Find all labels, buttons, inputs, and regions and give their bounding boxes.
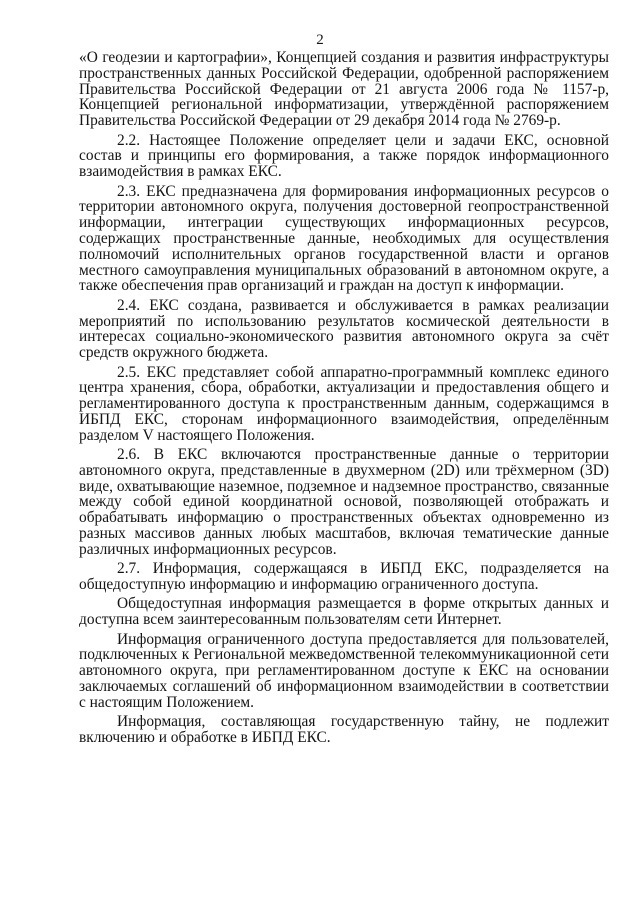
paragraph-state-secret: Информация, составляющая государственную тайну, не подлежит включению и обработке в ИБПД ЕКС. xyxy=(79,713,609,747)
paragraph-2-2: 2.2. Настоящее Положение определяет цели и задачи ЕКС, основной состав и принципы его формирования, а также порядок информационного взаимодействия в рамках ЕКС. xyxy=(79,131,609,181)
paragraph-2-4: 2.4. ЕКС создана, развивается и обслуживается в рамках реализации мероприятий по использованию результатов космической деятельности в интересах социально-экономического развития автономного округа за счёт средств окружного бюджета. xyxy=(79,296,609,362)
paragraph-restricted-info: Информация ограниченного доступа предоставляется для пользователей, подключенных к Региональной межведомственной телекоммуникационной сети автономного округа, при регламентированном доступе к ЕКС на основании заключаемых соглашений об информационном взаимодействии в соответствии с настоящим Положением. xyxy=(79,630,609,711)
page-number: 2 xyxy=(316,32,324,48)
paragraph-legal-basis-continued: «О геодезии и картографии», Концепцией создания и развития инфраструктуры пространственных данных Российской Федерации, одобренной распоряжением Правительства Российской Федерации от 21 августа 2006 года № 1157-р, Концепцией региональной информатизации, утверждённой распоряжением Правительства Российской Федерации от 29 декабря 2014 года № 2769-р. xyxy=(79,49,609,130)
paragraph-2-7: 2.7. Информация, содержащаяся в ИБПД ЕКС, подразделяется на общедоступную информацию и информацию ограниченного доступа. xyxy=(79,560,609,594)
paragraph-2-6: 2.6. В ЕКС включаются пространственные данные о территории автономного округа, представленные в двухмерном (2D) или трёхмерном (3D) виде, охватывающие наземное, подземное и надземное пространство, связанные между собой единой координатной основой, позволяющей отображать и обрабатывать информацию о пространственных объектах одновременно из разных массивов данных любых масштабов, включая тематические данные различных информационных ресурсов. xyxy=(79,446,609,558)
paragraph-2-5: 2.5. ЕКС представляет собой аппаратно-программный комплекс единого центра хранения, сбора, обработки, актуализации и предоставления общего и регламентированного доступа к пространственным данным, содержащимся в ИБПД ЕКС, сторонам информационного взаимодействия, определённым разделом V настоящего Положения. xyxy=(79,363,609,444)
paragraph-2-3: 2.3. ЕКС предназначена для формирования информационных ресурсов о территории автономного округа, получения достоверной геопространственной информации, интеграции существующих информационных ресурсов, содержащих пространственные данные, необходимых для осуществления полномочий исполнительных органов государственной власти и органов местного самоуправления муниципальных образований в автономном округе, а также обеспечения прав организаций и граждан на доступ к информации. xyxy=(79,182,609,295)
paragraph-public-info: Общедоступная информация размещается в форме открытых данных и доступна всем заинтересованным пользователям сети Интернет. xyxy=(79,595,609,629)
document-body xyxy=(79,50,609,749)
